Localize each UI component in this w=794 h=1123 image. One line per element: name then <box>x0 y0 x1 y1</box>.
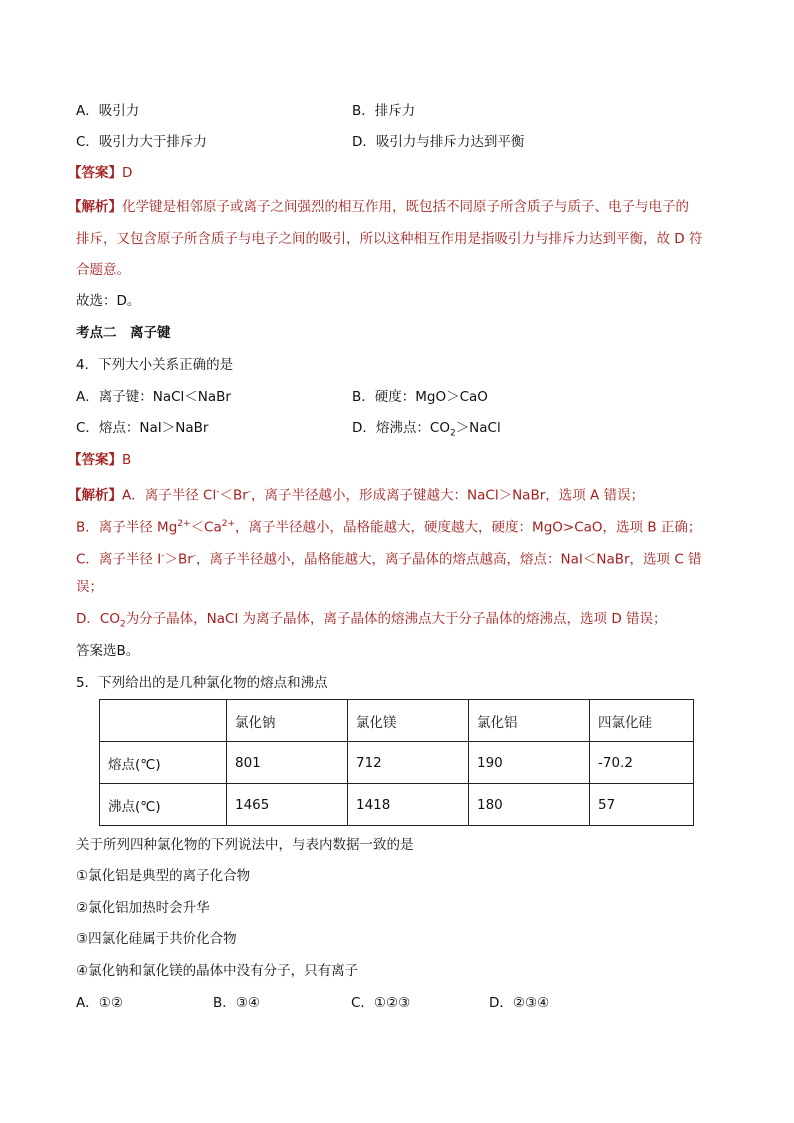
q4-option-c: C．熔点：NaI＞NaBr <box>76 420 209 436</box>
answer-tag: 【答案】 <box>68 165 122 181</box>
q4-option-b: B．硬度：MgO＞CaO <box>352 389 488 405</box>
q3-conclusion: 故选：D。 <box>76 293 141 309</box>
table-cell: 四氯化硅 <box>590 700 694 742</box>
q3-analysis-line-1: 【解析】化学键是相邻原子或离子之间强烈的相互作用，既包括不同原子所含质子与质子、电子与电子的 <box>68 199 689 215</box>
q4-conclusion: 答案选B。 <box>76 643 140 659</box>
table-cell: 1418 <box>348 784 469 826</box>
q5-statement-1: ①氯化铝是典型的离子化合物 <box>76 868 251 884</box>
q4-analysis-d: D．$CO_2$为分子晶体，NaCl 为离子晶体，离子晶体的熔沸点大于分子晶体的熔沸点，选项 D 错误； <box>76 611 667 630</box>
q5-statement-3: ③四氯化硅属于共价化合物 <box>76 931 237 947</box>
q4-analysis-b: B．离子半径 $Mg^{2+}<Ca^{2+}$，离子半径越小，晶格能越大，硬度越大，硬度：MgO>CaO，选项 B 正确； <box>76 519 702 536</box>
q5-question: 关于所列四种氯化物的下列说法中，与表内数据一致的是 <box>76 837 414 853</box>
q3-analysis-line-3: 合题意。 <box>76 262 130 278</box>
q4-answer <box>68 450 131 470</box>
answer-value: B <box>122 452 132 468</box>
table-cell: 氯化铝 <box>469 700 590 742</box>
q4-analysis-a: 【解析】A．离子半径 Cl-＜Br-，离子半径越小，形成离子键越大：NaCl＞NaBr，选项 A 错误； <box>68 487 645 504</box>
q3-option-d: D．吸引力与排斥力达到平衡 <box>352 134 525 150</box>
q3-option-a: A．吸引力 <box>76 103 140 119</box>
table-cell: 氯化镁 <box>348 700 469 742</box>
table-row <box>100 784 694 826</box>
q3-option-b: B．排斥力 <box>352 103 416 119</box>
chloride-table <box>99 699 694 826</box>
table-cell: -70.2 <box>590 742 694 784</box>
q5-statement-2: ②氯化铝加热时会升华 <box>76 900 210 916</box>
q4-stem: 4．下列大小关系正确的是 <box>76 357 234 373</box>
q4-analysis-c-cont: 误； <box>76 579 103 595</box>
q4-option-a: A．离子键：NaCl＜NaBr <box>76 389 231 405</box>
analysis-tag: 【解析】 <box>68 487 122 504</box>
table-cell: 180 <box>469 784 590 826</box>
table-cell: 沸点(℃) <box>100 784 227 826</box>
q5-choice-c: C．①②③ <box>351 995 411 1011</box>
table-header-row <box>100 700 694 742</box>
table-cell: 氯化钠 <box>227 700 348 742</box>
table-cell: 801 <box>227 742 348 784</box>
q3-option-c: C．吸引力大于排斥力 <box>76 134 207 150</box>
table-cell: 57 <box>590 784 694 826</box>
q3-analysis-line-2: 排斥，又包含原子所含质子与电子之间的吸引，所以这种相互作用是指吸引力与排斥力达到平衡，故 D 符 <box>76 231 703 247</box>
analysis-tag: 【解析】 <box>68 199 122 215</box>
q4-option-d: D．熔沸点：$CO_2>NaCl$ <box>352 420 501 439</box>
q5-choice-b: B．③④ <box>213 995 260 1011</box>
q5-stem: 5．下列给出的是几种氯化物的熔点和沸点 <box>76 675 328 691</box>
q5-statement-4: ④氯化钠和氯化镁的晶体中没有分子，只有离子 <box>76 963 359 979</box>
answer-value: D <box>122 165 133 181</box>
table-cell: 712 <box>348 742 469 784</box>
q5-choice-a: A．①② <box>76 995 123 1011</box>
table-cell: 熔点(℃) <box>100 742 227 784</box>
table-cell: 1465 <box>227 784 348 826</box>
answer-tag: 【答案】 <box>68 452 122 468</box>
section-heading: 考点二 离子键 <box>76 325 171 341</box>
table-row <box>100 742 694 784</box>
q3-answer <box>68 163 132 183</box>
table-cell <box>100 700 227 742</box>
table-cell: 190 <box>469 742 590 784</box>
q4-analysis-c: C．离子半径 I-＞Br-，离子半径越小，晶格能越大，离子晶体的熔点越高，熔点：NaI＜NaBr，选项 C 错 <box>76 551 702 568</box>
q5-choice-d: D．②③④ <box>489 995 550 1011</box>
